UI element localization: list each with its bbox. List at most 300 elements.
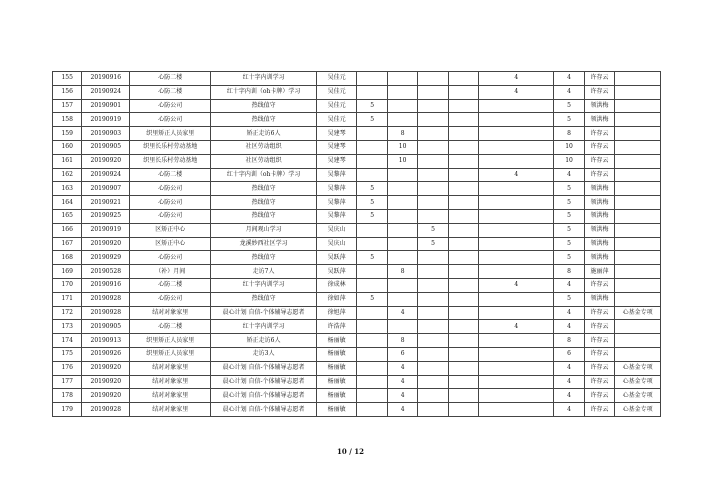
table-row xyxy=(53,154,661,168)
table-body xyxy=(53,72,661,417)
supervisor-cell: 许存云 xyxy=(584,320,614,334)
note-cell: 心基金专项 xyxy=(615,361,661,375)
supervisor-cell: 许存云 xyxy=(584,403,614,417)
hours-col9-cell xyxy=(479,361,554,375)
hours-col5-cell xyxy=(357,237,387,251)
hours-col7-cell xyxy=(418,154,448,168)
volunteer-cell: 许浩萍 xyxy=(316,320,357,334)
activity-cell: 热线值守 xyxy=(211,209,317,223)
volunteer-cell: 徐成林 xyxy=(316,278,357,292)
hours-col8-cell xyxy=(448,251,478,265)
total-hours-cell: 10 xyxy=(554,140,584,154)
location-cell: 结对对象家里 xyxy=(130,361,211,375)
hours-col8-cell xyxy=(448,140,478,154)
hours-col9-cell xyxy=(479,306,554,320)
hours-col7-cell xyxy=(418,127,448,141)
total-hours-cell: 5 xyxy=(554,237,584,251)
activity-cell: 走访3人 xyxy=(211,347,317,361)
hours-col9-cell xyxy=(479,127,554,141)
hours-col6-cell xyxy=(387,182,417,196)
row-number-cell: 163 xyxy=(53,182,82,196)
page-number: 10 / 12 xyxy=(337,447,364,456)
hours-col7-cell xyxy=(418,361,448,375)
hours-col7-cell xyxy=(418,113,448,127)
location-cell: 织里矫正人员家里 xyxy=(130,347,211,361)
supervisor-cell: 领洪梅 xyxy=(584,209,614,223)
hours-col5-cell xyxy=(357,72,387,86)
hours-col9-cell xyxy=(479,265,554,279)
table-row xyxy=(53,334,661,348)
table-row xyxy=(53,278,661,292)
hours-col5-cell xyxy=(357,320,387,334)
hours-col9-cell xyxy=(479,113,554,127)
activity-cell: 红十字内训学习 xyxy=(211,278,317,292)
note-cell xyxy=(615,251,661,265)
total-hours-cell: 5 xyxy=(554,196,584,210)
activity-cell: 晨心计划 自信-个体辅导志愿者 xyxy=(211,306,317,320)
volunteer-cell: 吴建琴 xyxy=(316,127,357,141)
date-cell: 20190920 xyxy=(82,154,130,168)
note-cell xyxy=(615,292,661,306)
location-cell: 心防二楼 xyxy=(130,168,211,182)
supervisor-cell: 领洪梅 xyxy=(584,182,614,196)
hours-col8-cell xyxy=(448,320,478,334)
hours-col5-cell xyxy=(357,389,387,403)
hours-col6-cell xyxy=(387,99,417,113)
hours-col7-cell xyxy=(418,389,448,403)
activity-cell: 晨心计划 自信-个体辅导志愿者 xyxy=(211,403,317,417)
hours-col5-cell: 5 xyxy=(357,196,387,210)
date-cell: 20190926 xyxy=(82,347,130,361)
volunteer-cell: 杨丽敏 xyxy=(316,361,357,375)
location-cell: 结对对象家里 xyxy=(130,389,211,403)
supervisor-cell: 许存云 xyxy=(584,154,614,168)
total-hours-cell: 4 xyxy=(554,168,584,182)
supervisor-cell: 领洪梅 xyxy=(584,292,614,306)
activity-cell: 矫正走访6人 xyxy=(211,127,317,141)
total-hours-cell: 4 xyxy=(554,375,584,389)
date-cell: 20190928 xyxy=(82,292,130,306)
volunteer-cell: 杨丽敏 xyxy=(316,375,357,389)
row-number-cell: 162 xyxy=(53,168,82,182)
hours-col5-cell xyxy=(357,154,387,168)
hours-col7-cell xyxy=(418,209,448,223)
hours-col7-cell xyxy=(418,251,448,265)
note-cell xyxy=(615,265,661,279)
supervisor-cell: 许存云 xyxy=(584,361,614,375)
total-hours-cell: 5 xyxy=(554,251,584,265)
hours-col9-cell xyxy=(479,251,554,265)
activity-cell: 热线值守 xyxy=(211,251,317,265)
table-row xyxy=(53,237,661,251)
hours-col9-cell xyxy=(479,347,554,361)
hours-col8-cell xyxy=(448,99,478,113)
hours-col9-cell xyxy=(479,154,554,168)
row-number-cell: 174 xyxy=(53,334,82,348)
total-hours-cell: 4 xyxy=(554,320,584,334)
total-hours-cell: 8 xyxy=(554,334,584,348)
note-cell xyxy=(615,113,661,127)
supervisor-cell: 施丽萍 xyxy=(584,265,614,279)
note-cell: 心基金专项 xyxy=(615,375,661,389)
table-row xyxy=(53,320,661,334)
note-cell xyxy=(615,140,661,154)
hours-col7-cell xyxy=(418,182,448,196)
total-hours-cell: 5 xyxy=(554,209,584,223)
activity-cell: 月间观山学习 xyxy=(211,223,317,237)
hours-col8-cell xyxy=(448,154,478,168)
hours-col5-cell xyxy=(357,168,387,182)
hours-col8-cell xyxy=(448,237,478,251)
hours-col7-cell xyxy=(418,265,448,279)
location-cell: 心防二楼 xyxy=(130,72,211,86)
date-cell: 20190920 xyxy=(82,361,130,375)
hours-col9-cell xyxy=(479,99,554,113)
note-cell: 心基金专项 xyxy=(615,403,661,417)
hours-col6-cell: 4 xyxy=(387,375,417,389)
volunteer-cell: 吴建琴 xyxy=(316,154,357,168)
total-hours-cell: 4 xyxy=(554,85,584,99)
date-cell: 20190528 xyxy=(82,265,130,279)
total-hours-cell: 4 xyxy=(554,278,584,292)
hours-col6-cell xyxy=(387,320,417,334)
table-row xyxy=(53,389,661,403)
date-cell: 20190929 xyxy=(82,251,130,265)
activity-cell: 社区劳动组织 xyxy=(211,140,317,154)
hours-col5-cell xyxy=(357,361,387,375)
hours-col6-cell: 4 xyxy=(387,361,417,375)
row-number-cell: 169 xyxy=(53,265,82,279)
activity-cell: 晨心计划 自信-个体辅导志愿者 xyxy=(211,389,317,403)
date-cell: 20190919 xyxy=(82,223,130,237)
location-cell: 结对对象家里 xyxy=(130,375,211,389)
note-cell xyxy=(615,72,661,86)
date-cell: 20190916 xyxy=(82,278,130,292)
location-cell: 织里长乐村劳动基地 xyxy=(130,140,211,154)
hours-col6-cell: 4 xyxy=(387,389,417,403)
hours-col8-cell xyxy=(448,168,478,182)
total-hours-cell: 5 xyxy=(554,99,584,113)
hours-col9-cell xyxy=(479,403,554,417)
hours-col6-cell xyxy=(387,251,417,265)
hours-col5-cell xyxy=(357,140,387,154)
hours-col8-cell xyxy=(448,85,478,99)
hours-col6-cell xyxy=(387,223,417,237)
hours-col7-cell xyxy=(418,140,448,154)
table-row xyxy=(53,113,661,127)
supervisor-cell: 许存云 xyxy=(584,334,614,348)
supervisor-cell: 领洪梅 xyxy=(584,237,614,251)
supervisor-cell: 许存云 xyxy=(584,306,614,320)
hours-col7-cell xyxy=(418,403,448,417)
hours-col8-cell xyxy=(448,72,478,86)
location-cell: 区矫正中心 xyxy=(130,223,211,237)
activity-cell: 热线值守 xyxy=(211,196,317,210)
note-cell xyxy=(615,334,661,348)
date-cell: 20190924 xyxy=(82,85,130,99)
table-row xyxy=(53,265,661,279)
location-cell: 织里矫正人员家里 xyxy=(130,127,211,141)
activity-cell: 走访7人 xyxy=(211,265,317,279)
hours-col8-cell xyxy=(448,196,478,210)
hours-col9-cell xyxy=(479,292,554,306)
table-row xyxy=(53,306,661,320)
hours-col7-cell xyxy=(418,306,448,320)
note-cell: 心基金专项 xyxy=(615,389,661,403)
hours-col8-cell xyxy=(448,389,478,403)
row-number-cell: 164 xyxy=(53,196,82,210)
note-cell xyxy=(615,209,661,223)
supervisor-cell: 许存云 xyxy=(584,127,614,141)
hours-col8-cell xyxy=(448,265,478,279)
location-cell: 心防公司 xyxy=(130,292,211,306)
hours-col7-cell xyxy=(418,196,448,210)
volunteer-cell: 吴黎萍 xyxy=(316,196,357,210)
total-hours-cell: 8 xyxy=(554,127,584,141)
hours-col9-cell xyxy=(479,389,554,403)
supervisor-cell: 许存云 xyxy=(584,278,614,292)
activity-cell: 社区劳动组织 xyxy=(211,154,317,168)
date-cell: 20190928 xyxy=(82,306,130,320)
hours-col9-cell: 4 xyxy=(479,168,554,182)
hours-col7-cell xyxy=(418,347,448,361)
hours-col9-cell: 4 xyxy=(479,278,554,292)
date-cell: 20190916 xyxy=(82,72,130,86)
hours-col6-cell xyxy=(387,292,417,306)
hours-col8-cell xyxy=(448,182,478,196)
date-cell: 20190925 xyxy=(82,209,130,223)
hours-col9-cell xyxy=(479,223,554,237)
hours-col5-cell: 5 xyxy=(357,209,387,223)
date-cell: 20190905 xyxy=(82,320,130,334)
note-cell xyxy=(615,99,661,113)
supervisor-cell: 领洪梅 xyxy=(584,251,614,265)
volunteer-cell: 吴庆山 xyxy=(316,237,357,251)
location-cell: 心防公司 xyxy=(130,209,211,223)
hours-col9-cell xyxy=(479,182,554,196)
row-number-cell: 167 xyxy=(53,237,82,251)
table-row xyxy=(53,209,661,223)
volunteer-cell: 吴跃萍 xyxy=(316,265,357,279)
hours-col5-cell: 5 xyxy=(357,99,387,113)
hours-col7-cell xyxy=(418,278,448,292)
supervisor-cell: 领洪梅 xyxy=(584,113,614,127)
hours-col7-cell: 5 xyxy=(418,237,448,251)
supervisor-cell: 领洪梅 xyxy=(584,196,614,210)
hours-col8-cell xyxy=(448,278,478,292)
table-row xyxy=(53,85,661,99)
supervisor-cell: 许存云 xyxy=(584,85,614,99)
volunteer-cell: 吴黎萍 xyxy=(316,168,357,182)
location-cell: 心防二楼 xyxy=(130,320,211,334)
hours-col7-cell xyxy=(418,320,448,334)
table-row xyxy=(53,99,661,113)
row-number-cell: 159 xyxy=(53,127,82,141)
hours-col7-cell xyxy=(418,72,448,86)
hours-col8-cell xyxy=(448,347,478,361)
volunteer-cell: 吴黎萍 xyxy=(316,209,357,223)
activity-cell: 热线值守 xyxy=(211,292,317,306)
row-number-cell: 178 xyxy=(53,389,82,403)
supervisor-cell: 许存云 xyxy=(584,389,614,403)
volunteer-cell: 杨丽敏 xyxy=(316,334,357,348)
activity-cell: 晨心计划 自信-个体辅导志愿者 xyxy=(211,361,317,375)
activity-cell: 热线值守 xyxy=(211,182,317,196)
location-cell: 心防公司 xyxy=(130,182,211,196)
hours-col8-cell xyxy=(448,127,478,141)
hours-col6-cell xyxy=(387,278,417,292)
location-cell: 心防公司 xyxy=(130,99,211,113)
location-cell: （补）月间 xyxy=(130,265,211,279)
activity-cell: 龙溪妙西社区学习 xyxy=(211,237,317,251)
activity-cell: 热线值守 xyxy=(211,99,317,113)
row-number-cell: 176 xyxy=(53,361,82,375)
note-cell xyxy=(615,278,661,292)
row-number-cell: 173 xyxy=(53,320,82,334)
hours-col8-cell xyxy=(448,334,478,348)
date-cell: 20190920 xyxy=(82,237,130,251)
supervisor-cell: 许存云 xyxy=(584,375,614,389)
total-hours-cell: 5 xyxy=(554,292,584,306)
volunteer-cell: 杨丽敏 xyxy=(316,389,357,403)
date-cell: 20190920 xyxy=(82,375,130,389)
note-cell xyxy=(615,237,661,251)
supervisor-cell: 许存云 xyxy=(584,72,614,86)
total-hours-cell: 5 xyxy=(554,182,584,196)
note-cell xyxy=(615,320,661,334)
total-hours-cell: 4 xyxy=(554,72,584,86)
table-row xyxy=(53,196,661,210)
date-cell: 20190913 xyxy=(82,334,130,348)
row-number-cell: 177 xyxy=(53,375,82,389)
hours-col7-cell xyxy=(418,85,448,99)
hours-col9-cell xyxy=(479,375,554,389)
note-cell xyxy=(615,168,661,182)
total-hours-cell: 5 xyxy=(554,113,584,127)
hours-col9-cell xyxy=(479,334,554,348)
date-cell: 20190921 xyxy=(82,196,130,210)
hours-col5-cell: 5 xyxy=(357,182,387,196)
date-cell: 20190901 xyxy=(82,99,130,113)
hours-col6-cell: 8 xyxy=(387,334,417,348)
hours-col8-cell xyxy=(448,306,478,320)
row-number-cell: 175 xyxy=(53,347,82,361)
hours-col6-cell xyxy=(387,72,417,86)
volunteer-cell: 吴佳元 xyxy=(316,113,357,127)
table-row xyxy=(53,127,661,141)
volunteer-cell: 吴建琴 xyxy=(316,140,357,154)
table-row xyxy=(53,168,661,182)
row-number-cell: 157 xyxy=(53,99,82,113)
supervisor-cell: 许存云 xyxy=(584,347,614,361)
date-cell: 20190903 xyxy=(82,127,130,141)
hours-col8-cell xyxy=(448,361,478,375)
hours-col5-cell xyxy=(357,347,387,361)
hours-col5-cell xyxy=(357,334,387,348)
total-hours-cell: 4 xyxy=(554,403,584,417)
date-cell: 20190924 xyxy=(82,168,130,182)
supervisor-cell: 许存云 xyxy=(584,168,614,182)
activity-cell: 晨心计划 自信-个体辅导志愿者 xyxy=(211,375,317,389)
total-hours-cell: 10 xyxy=(554,154,584,168)
activity-cell: 红十字内训学习 xyxy=(211,72,317,86)
hours-col6-cell: 10 xyxy=(387,140,417,154)
location-cell: 结对对象家里 xyxy=(130,403,211,417)
note-cell xyxy=(615,223,661,237)
location-cell: 织里长乐村劳动基地 xyxy=(130,154,211,168)
date-cell: 20190919 xyxy=(82,113,130,127)
volunteer-cell: 吴佳元 xyxy=(316,85,357,99)
hours-col5-cell: 5 xyxy=(357,113,387,127)
note-cell xyxy=(615,347,661,361)
hours-col9-cell: 4 xyxy=(479,320,554,334)
total-hours-cell: 6 xyxy=(554,347,584,361)
hours-col8-cell xyxy=(448,113,478,127)
location-cell: 区矫正中心 xyxy=(130,237,211,251)
row-number-cell: 172 xyxy=(53,306,82,320)
hours-col9-cell: 4 xyxy=(479,85,554,99)
hours-col6-cell xyxy=(387,196,417,210)
table-row xyxy=(53,361,661,375)
total-hours-cell: 4 xyxy=(554,361,584,375)
hours-col9-cell xyxy=(479,209,554,223)
hours-col7-cell xyxy=(418,375,448,389)
hours-col7-cell xyxy=(418,334,448,348)
total-hours-cell: 4 xyxy=(554,306,584,320)
hours-col9-cell xyxy=(479,196,554,210)
hours-col6-cell xyxy=(387,209,417,223)
hours-col8-cell xyxy=(448,223,478,237)
activity-cell: 红十字内训学习 xyxy=(211,320,317,334)
note-cell: 心基金专项 xyxy=(615,306,661,320)
date-cell: 20190907 xyxy=(82,182,130,196)
row-number-cell: 179 xyxy=(53,403,82,417)
hours-col9-cell: 4 xyxy=(479,72,554,86)
table-row xyxy=(53,223,661,237)
hours-col6-cell xyxy=(387,85,417,99)
hours-col5-cell xyxy=(357,127,387,141)
date-cell: 20190920 xyxy=(82,389,130,403)
volunteer-cell: 吴黎萍 xyxy=(316,182,357,196)
hours-col5-cell xyxy=(357,375,387,389)
total-hours-cell: 5 xyxy=(554,223,584,237)
hours-col7-cell xyxy=(418,99,448,113)
hours-col6-cell xyxy=(387,237,417,251)
hours-col8-cell xyxy=(448,209,478,223)
table-row xyxy=(53,347,661,361)
activity-cell: 热线值守 xyxy=(211,113,317,127)
hours-col5-cell xyxy=(357,403,387,417)
supervisor-cell: 领洪梅 xyxy=(584,223,614,237)
activity-cell: 红十字内训（oh卡牌）学习 xyxy=(211,85,317,99)
volunteer-cell: 杨丽敏 xyxy=(316,403,357,417)
table-row xyxy=(53,182,661,196)
note-cell xyxy=(615,196,661,210)
note-cell xyxy=(615,154,661,168)
hours-col9-cell xyxy=(479,237,554,251)
hours-col8-cell xyxy=(448,292,478,306)
volunteer-cell: 吴佳元 xyxy=(316,72,357,86)
table-row xyxy=(53,72,661,86)
row-number-cell: 156 xyxy=(53,85,82,99)
hours-col6-cell: 4 xyxy=(387,306,417,320)
row-number-cell: 168 xyxy=(53,251,82,265)
volunteer-cell: 杨丽敏 xyxy=(316,347,357,361)
volunteer-cell: 徐旭萍 xyxy=(316,306,357,320)
hours-col5-cell xyxy=(357,265,387,279)
hours-col5-cell xyxy=(357,223,387,237)
row-number-cell: 171 xyxy=(53,292,82,306)
